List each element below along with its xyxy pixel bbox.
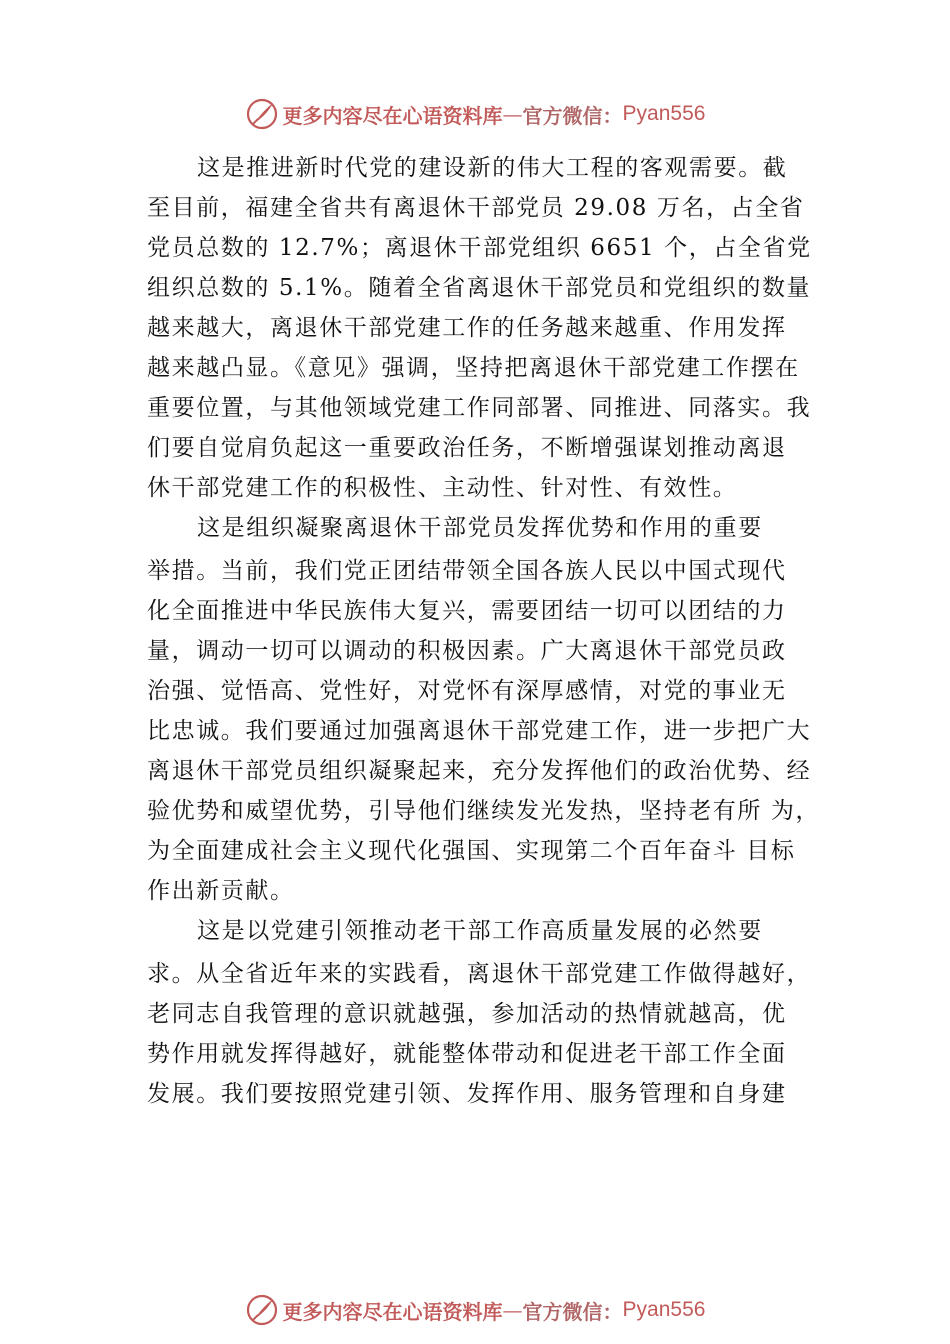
watermark-wechat-label: 官方微信： xyxy=(522,103,623,128)
quill-logo-icon xyxy=(245,1293,279,1327)
watermark-wechat-id: Pyan556 xyxy=(622,1298,706,1321)
text-line: 举措。当前，我们党正团结带领全国各族人民以中国式现代 xyxy=(147,558,787,584)
text-line: 求。从全省近年来的实践看，离退休干部党建工作做得越好， xyxy=(147,961,812,987)
text-line: 这是以党建引领推动老干部工作高质量发展的必然要 xyxy=(197,918,763,944)
text-line: 党员总数的 12.7%；离退休干部党组织 6651 个，占全省党 xyxy=(147,235,812,261)
text-line: 为全面建成社会主义现代化强国、实现第二个百年奋斗 目标 xyxy=(147,838,796,864)
watermark-text: 更多内容尽在心语资料库 xyxy=(282,103,503,128)
text-line: 治强、觉悟高、党性好，对党怀有深厚感情，对党的事业无 xyxy=(147,678,787,704)
text-line: 越来越凸显。《意见》强调，坚持把离退休干部党建工作摆在 xyxy=(147,355,800,381)
text-line: 作出新贡献。 xyxy=(147,878,295,904)
header-watermark xyxy=(0,94,950,134)
text-line: 离退休干部党员组织凝聚起来，充分发挥他们的政治优势、经 xyxy=(147,758,812,784)
watermark-wechat-label: 官方微信： xyxy=(522,1299,623,1324)
text-line: 发展。我们要按照党建引领、发挥作用、服务管理和自身建 xyxy=(147,1081,787,1107)
quill-logo-icon xyxy=(245,97,279,131)
text-line: 这是组织凝聚离退休干部党员发挥优势和作用的重要 xyxy=(197,515,763,541)
paragraph-1 xyxy=(147,148,837,508)
watermark-separator: — xyxy=(502,102,523,126)
text-line: 休干部党建工作的积极性、主动性、针对性、有效性。 xyxy=(147,475,738,501)
text-line: 量，调动一切可以调动的积极因素。广大离退休干部党员政 xyxy=(147,638,787,664)
document-body xyxy=(147,148,837,1114)
text-line: 这是推进新时代党的建设新的伟大工程的客观需要。截 xyxy=(197,155,788,181)
text-line: 越来越大，离退休干部党建工作的任务越来越重、作用发挥 xyxy=(147,315,787,341)
watermark-wechat-id: Pyan556 xyxy=(622,102,706,125)
text-line: 化全面推进中华民族伟大复兴，需要团结一切可以团结的力 xyxy=(147,598,787,624)
text-line: 至目前，福建全省共有离退休干部党员 29.08 万名，占全省 xyxy=(147,195,805,221)
text-line: 势作用就发挥得越好，就能整体带动和促进老干部工作全面 xyxy=(147,1041,787,1067)
text-line: 组织总数的 5.1%。随着全省离退休干部党员和党组织的数量 xyxy=(147,275,812,301)
footer-watermark xyxy=(0,1290,950,1330)
text-line: 重要位置，与其他领域党建工作同部署、同推进、同落实。我 xyxy=(147,395,812,421)
watermark-separator: — xyxy=(502,1298,523,1322)
paragraph-2 xyxy=(147,508,837,911)
watermark-text: 更多内容尽在心语资料库 xyxy=(282,1299,503,1324)
text-line: 老同志自我管理的意识就越强，参加活动的热情就越高，优 xyxy=(147,1001,787,1027)
text-line: 验优势和威望优势，引导他们继续发光发热，坚持老有所 为， xyxy=(147,798,821,824)
text-line: 比忠诚。我们要通过加强离退休干部党建工作，进一步把广大 xyxy=(147,718,812,744)
text-line: 们要自觉肩负起这一重要政治任务，不断增强谋划推动离退 xyxy=(147,435,787,461)
paragraph-3 xyxy=(147,911,837,1114)
